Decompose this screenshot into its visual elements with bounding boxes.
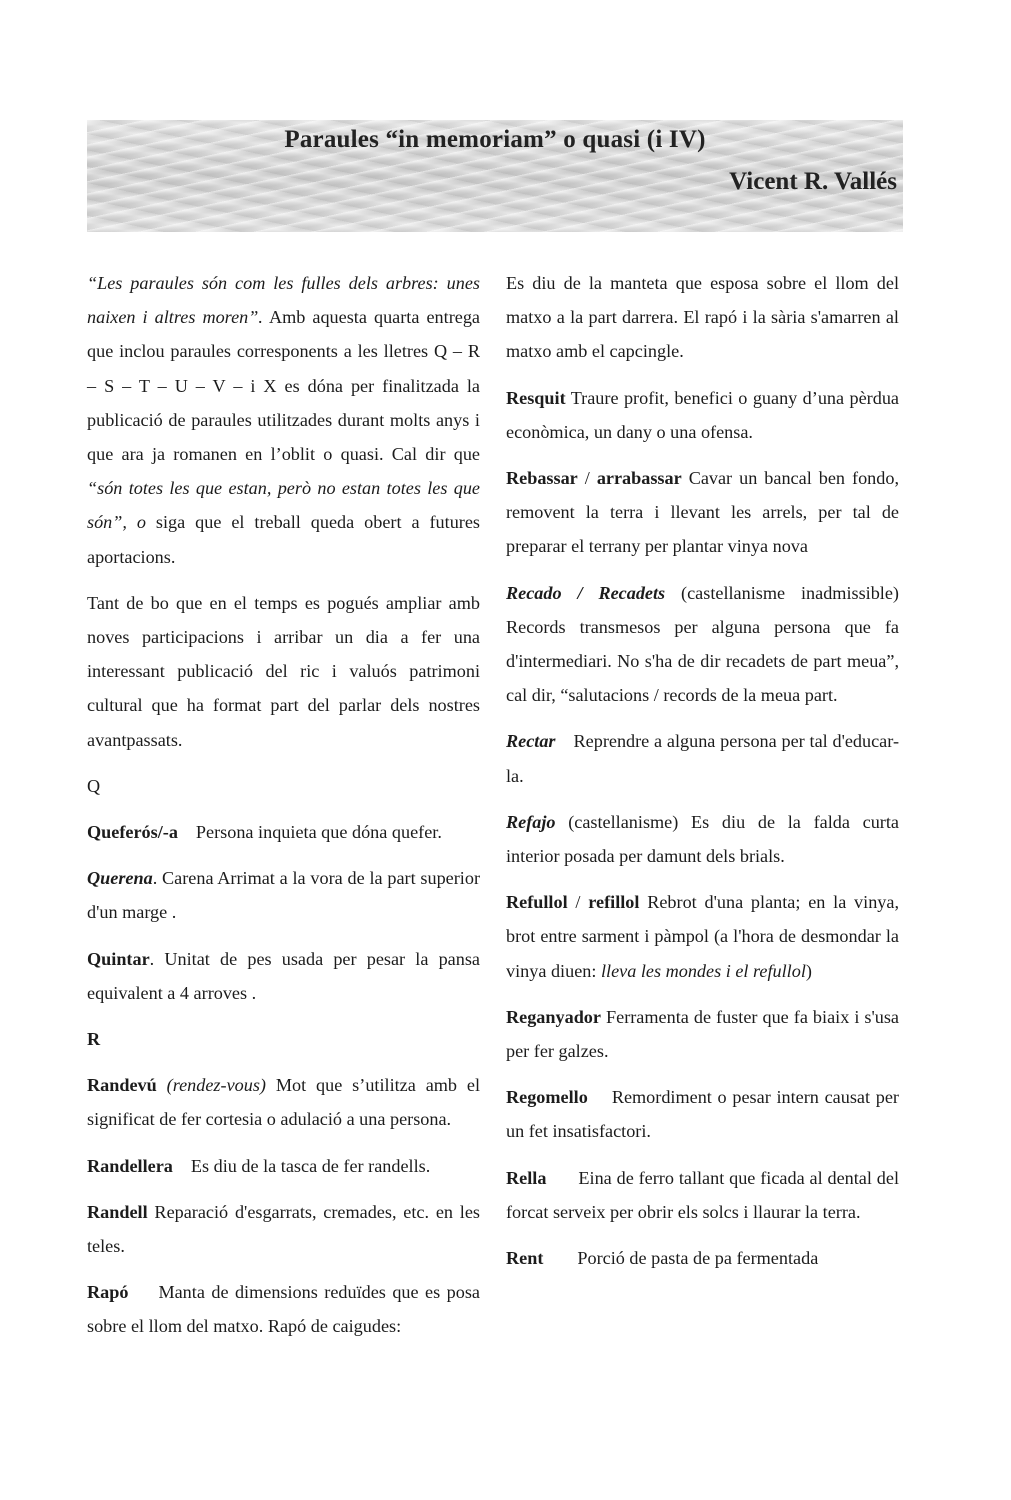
right-column	[506, 266, 899, 1287]
entry-definition: Rebrot d'una planta; en la vinya, brot entre sarment i pàmpol (a l'hora de desmondar la vinya diuen:	[506, 892, 899, 981]
entry-definition: Persona inquieta que dóna quefer.	[195, 822, 442, 843]
entry-definition: Traure profit, benefici o guany d’una pèrdua econòmica, un dany o una ofensa.	[506, 387, 899, 442]
entry-term: Resquit	[506, 387, 566, 408]
entry-rebassar	[506, 461, 899, 564]
entry-definition: Ferramenta de fuster que fa biaix i s'usa per fer galzes.	[506, 1006, 899, 1062]
entry-rapo	[87, 1275, 480, 1343]
entry-term-alt: arrabassar	[596, 468, 682, 489]
entry-resquit	[506, 381, 899, 449]
intro-paragraph-2: Tant de bo que en el temps es pogués ampliar amb noves participacions i arribar un dia a fer una interessant publicació del ric i valuós patrimoni cultural que ha format part del parlar dels nostres avantpassats.	[87, 592, 480, 750]
entry-queferos	[87, 815, 480, 849]
intro-paragraph	[87, 266, 480, 574]
title-banner	[87, 120, 903, 232]
intro-quote: “Les paraules són com les fulles dels arbres: unes naixen i altres moren”.	[87, 273, 480, 328]
entry-randevu	[87, 1068, 480, 1136]
entry-definition: Cavar un bancal ben fondo, removent la terra i llevant les arrels, per tal de preparar el terrany per plantar vinya nova	[506, 468, 899, 557]
entry-term: Randellera	[87, 1155, 173, 1176]
entry-term-alt: refillol	[588, 892, 640, 913]
entry-term: Reganyador	[506, 1006, 601, 1027]
entry-term: Refullol	[506, 892, 568, 913]
entry-definition: Porció de pasta de pa fermentada	[577, 1248, 819, 1269]
entry-definition: Eina de ferro tallant que ficada al dental del forcat serveix per obrir els solcs i llaurar la terra.	[506, 1167, 899, 1222]
article-author: Vicent R. Vallés	[729, 168, 897, 195]
entry-definition-end: )	[805, 960, 812, 981]
entry-term: Rectar	[506, 731, 556, 752]
section-letter-r: R	[87, 1029, 101, 1050]
entry-definition: Mot que s’utilitza amb el significat de fer cortesia o adulació a una persona.	[87, 1075, 481, 1130]
entry-rapo-continued: Es diu de la manteta que esposa sobre el llom del matxo a la part darrera. El rapó i la sària s'amarren al matxo amb el capcingle.	[506, 273, 899, 362]
entry-definition: (castellanisme) Es diu de la falda curta interior posada per damunt dels brials.	[506, 811, 899, 867]
intro-text-1: Amb aquesta quarta entrega que inclou paraules corresponents a les lletres Q – R – S – T – U – V – i X es dóna per finalitzada la publicació de paraules utilitzades durant molts anys i que ara ja romanen en l’oblit o quasi. Cal dir que	[87, 307, 480, 465]
entry-randell	[87, 1195, 480, 1263]
entry-refullol	[506, 885, 899, 988]
entry-separator: /	[577, 468, 597, 489]
entry-term: Rapó	[87, 1282, 129, 1303]
entry-querena	[87, 861, 480, 929]
entry-quintar	[87, 942, 480, 1010]
entry-reganyador	[506, 1000, 899, 1068]
entry-definition: . Unitat de pes usada per pesar la pansa equivalent a 4 arroves .	[87, 948, 480, 1003]
entry-term: Rent	[506, 1248, 544, 1269]
entry-rectar	[506, 724, 899, 792]
entry-quote: lleva les mondes i el refullol	[600, 960, 806, 981]
entry-term: Randell	[87, 1201, 148, 1222]
entry-definition: Remordiment o pesar intern causat per un fet insatisfactori.	[506, 1087, 899, 1142]
entry-definition: Reprendre a alguna persona per tal d'educar-la.	[506, 731, 899, 786]
entry-definition: Manta de dimensions reduïdes que es posa sobre el llom del matxo. Rapó de caigudes:	[87, 1282, 480, 1337]
entry-term: Queferós/-a	[87, 822, 178, 843]
entry-parenthetical: (rendez-vous)	[166, 1075, 266, 1096]
article-title: Paraules “in memoriam” o quasi (i IV)	[284, 126, 706, 153]
entry-refajo	[506, 805, 899, 873]
entry-definition: . Carena Arrimat a la vora de la part superior d'un marge .	[87, 868, 480, 923]
entry-definition: Es diu de la tasca de fer randells.	[190, 1155, 431, 1176]
entry-recado	[506, 576, 899, 713]
entry-rent	[506, 1241, 899, 1275]
entry-term: Rella	[506, 1167, 547, 1188]
entry-randellera	[87, 1149, 480, 1183]
entry-definition: Reparació d'esgarrats, cremades, etc. en les teles.	[87, 1201, 480, 1257]
entry-term: Querena	[87, 868, 153, 889]
section-letter-q: Q	[87, 775, 101, 796]
intro-text-2: siga que el treball queda obert a futures aportacions.	[87, 512, 480, 567]
entry-rella	[506, 1161, 899, 1229]
entry-term: Refajo	[506, 811, 556, 832]
entry-term: Quintar	[87, 948, 150, 969]
entry-term: Rebassar	[506, 468, 578, 489]
entry-term: Recado / Recadets	[506, 582, 666, 603]
entry-separator: /	[567, 892, 589, 913]
entry-term: Randevú	[87, 1075, 157, 1096]
entry-regomello	[506, 1080, 899, 1148]
entry-definition: (castellanisme inadmissible) Records transmesos per alguna persona que fa d'intermediari. No s'ha de dir recadets de part meua”, cal dir, “salutacions / records de la meua part.	[506, 582, 899, 706]
left-column	[87, 266, 480, 1356]
entry-term: Regomello	[506, 1087, 588, 1108]
intro-quote-2: “són totes les que estan, però no estan totes les que són”, o	[87, 478, 480, 533]
